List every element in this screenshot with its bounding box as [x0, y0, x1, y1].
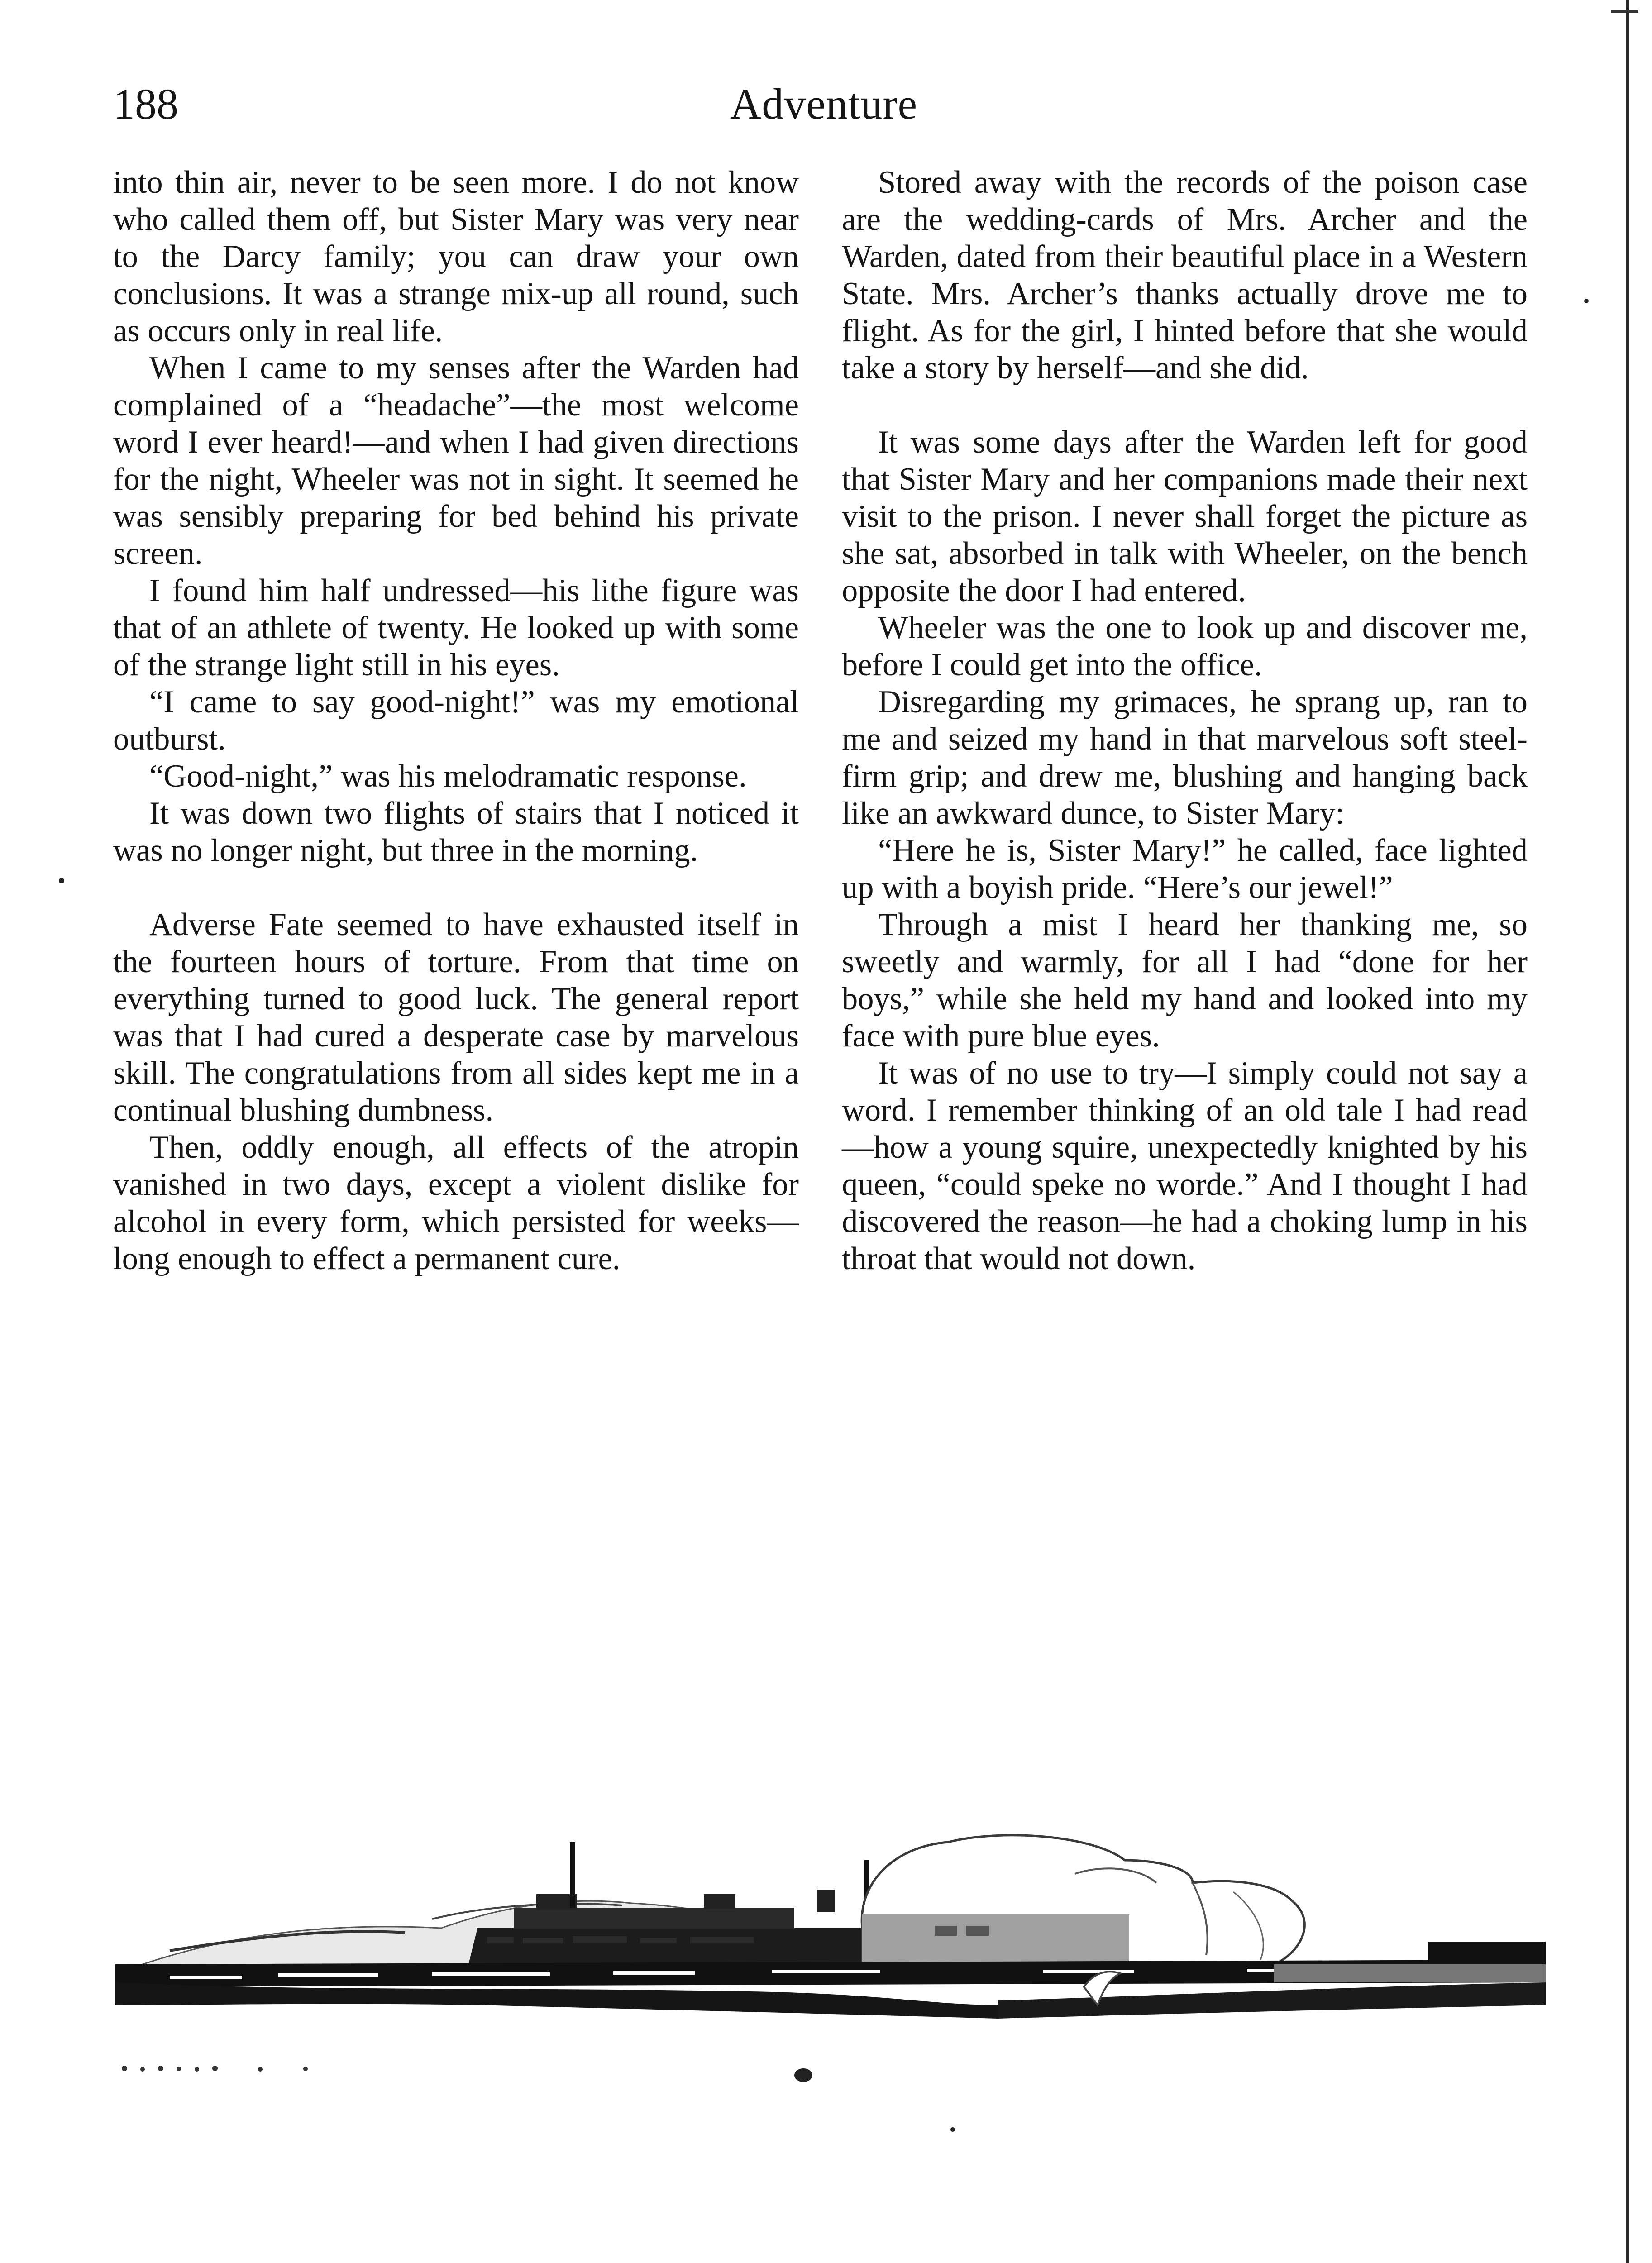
section-break	[842, 387, 1528, 424]
ink-speck	[1584, 299, 1589, 303]
paragraph: I found him half undressed—his lithe figure was that of an athlete of twenty. He looked up with some of the strange light still in his eyes.	[113, 573, 799, 683]
ship-illustration	[115, 1792, 1546, 2082]
ship-illustration-drawing	[115, 1792, 1546, 2082]
section-break	[113, 869, 799, 906]
paragraph: “Here he is, Sister Mary!” he called, face lighted up with a boyish pride. “Here’s our jewel!”	[842, 833, 1528, 905]
paragraph: Through a mist I heard her thanking me, so sweetly and warmly, for all I had “done for her boys,” while she held my hand and looked into my face with pure blue eyes.	[842, 907, 1528, 1054]
paragraph: Wheeler was the one to look up and discover me, before I could get into the office.	[842, 610, 1528, 683]
left-text-column	[113, 164, 799, 1277]
paragraph: It was some days after the Warden left for good that Sister Mary and her companions made their next visit to the prison. I never shall forget the picture as she sat, absorbed in talk with Wheeler, on the bench opposite the door I had entered.	[842, 425, 1528, 608]
page-number: 188	[113, 80, 178, 128]
paragraph: When I came to my senses after the Warden had complained of a “headache”—the most welcome word I ever heard!—and when I had given directions for the night, Wheeler was not in sight. It seemed he was sensibly preparing for bed behind his private screen.	[113, 350, 799, 571]
paragraph: Then, oddly enough, all effects of the atropin vanished in two days, except a violent dislike for alcohol in every form, which persisted for weeks—long enough to effect a permanent cure.	[113, 1130, 799, 1276]
paragraph: It was down two flights of stairs that I noticed it was no longer night, but three in the morning.	[113, 796, 799, 868]
page-header	[113, 72, 1534, 136]
ink-speck	[950, 2127, 955, 2132]
page-edge-rule	[1626, 0, 1629, 2263]
ink-speck	[59, 878, 64, 883]
paragraph: Disregarding my grimaces, he sprang up, ran to me and seized my hand in that marvelous soft steel-firm grip; and drew me, blushing and hanging back like an awkward dunce, to Sister Mary:	[842, 684, 1528, 831]
page-edge-tick	[1611, 10, 1638, 13]
running-title: Adventure	[730, 80, 918, 128]
paragraph: Adverse Fate seemed to have exhausted itself in the fourteen hours of torture. From that time on everything turned to good luck. The general report was that I had cured a desperate case by marvelous skill. The congratulations from all sides kept me in a continual blushing dumbness.	[113, 907, 799, 1128]
paragraph: “I came to say good-night!” was my emotional outburst.	[113, 684, 799, 757]
paragraph: It was of no use to try—I simply could not say a word. I remember thinking of an old tale I had read—how a young squire, unexpectedly knighted by his queen, “could speke no worde.” And I thought I had discovered the reason—he had a choking lump in his throat that would not down.	[842, 1055, 1528, 1276]
paragraph: Stored away with the records of the poison case are the wedding-cards of Mrs. Archer and the Warden, dated from their beautiful place in a Western State. Mrs. Archer’s thanks actually drove me to flight. As for the girl, I hinted before that she would take a story by herself—and she did.	[842, 165, 1528, 386]
paragraph: “Good-night,” was his melodramatic response.	[149, 759, 747, 794]
paragraph: into thin air, never to be seen more. I do not know who called them off, but Sister Mary was very near to the Darcy family; you can draw your own conclusions. It was a strange mix-up all round, such as occurs only in real life.	[113, 165, 799, 349]
right-text-column	[842, 164, 1528, 1277]
ink-speck	[794, 2068, 812, 2082]
